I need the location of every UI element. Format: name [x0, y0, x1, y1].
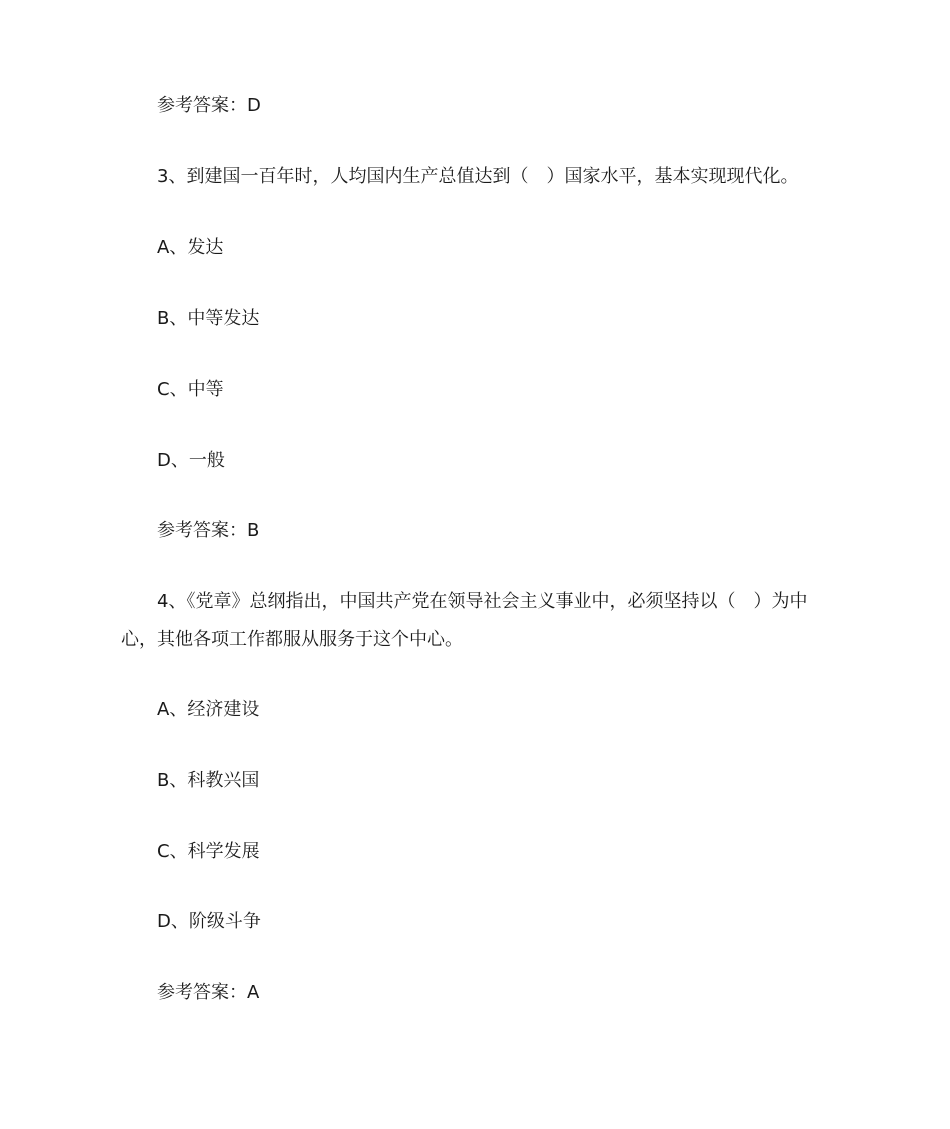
answer-q2: 参考答案：D	[157, 95, 261, 116]
option-q3-b: B、中等发达	[157, 308, 260, 329]
question-4: 4、《党章》总纲指出，中国共产党在领导社会主义事业中，必须坚持以（ ）为中心，其他各项工作都服从服务于这个中心。	[121, 591, 808, 650]
option-q3-d: D、一般	[157, 450, 225, 471]
question-3: 3、到建国一百年时，人均国内生产总值达到（ ）国家水平，基本实现现代化。	[157, 166, 799, 187]
option-q3-c: C、中等	[157, 379, 224, 400]
answer-q4: 参考答案：A	[157, 982, 260, 1003]
answer-q3: 参考答案：B	[157, 520, 260, 541]
option-q4-c: C、科学发展	[157, 841, 260, 862]
option-q3-a: A、发达	[157, 237, 224, 258]
option-q4-a: A、经济建设	[157, 699, 260, 720]
option-q4-d: D、阶级斗争	[157, 911, 261, 932]
option-q4-b: B、科教兴国	[157, 770, 260, 791]
